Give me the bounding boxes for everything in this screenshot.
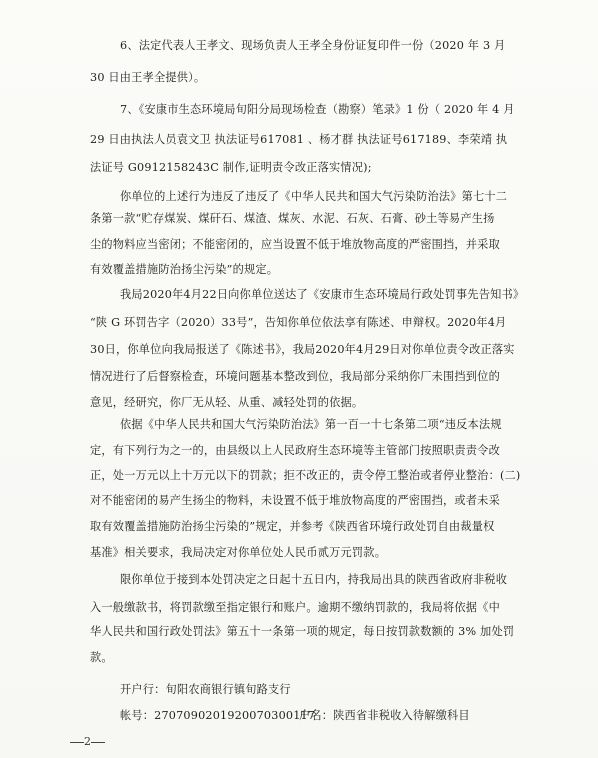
account-holder: 户名：陕西省非税收入待解缴科目 [299,709,470,722]
dash-left [70,742,84,743]
notice-line-3: 30日，你单位向我局报送了《陈述书》，我局2020年4月29日对你单位责令改正落实 [90,343,515,356]
item7-line-1: 7、《安康市生态环境局旬阳分局现场检查（勘察）笔录》1 份（ 2020 年 4 月 [120,103,515,116]
page-number-footer [70,735,105,748]
payment-line-1: 限你单位于接到本处罚决定之日起十五日内，持我局出具的陕西省政府非税收 [120,573,508,586]
violation-line-1: 你单位的上述行为违反了违反了《中华人民共和国大气污染防治法》第七十二 [120,190,508,203]
item6-line-2: 30 日由王孝全提供）。 [90,71,206,84]
page-number: 2 [84,735,91,748]
penalty-line-6: 基准》相关要求，我局决定对你单位处人民币贰万元罚款。 [90,546,387,559]
account-number: 帐号：2707090201920070300117 [120,709,316,722]
payment-line-3: 华人民共和国行政处罚法》第五十一条第一项的规定，每日按罚款数额的 3% 加处罚 [90,625,515,638]
violation-line-3: 尘的物料应当密闭；不能密闭的，应当设置不低于堆放物高度的严密围挡，并采取 [90,238,500,251]
notice-line-4: 情况进行了后督察检查，环境问题基本整改到位，我局部分采纳你厂未围挡到位的 [90,370,500,383]
penalty-line-1: 依据《中华人民共和国大气污染防治法》第一百一十七条第二项“违反本法规 [120,418,502,431]
notice-line-2: “陕 G 环罚告字（2020）33号”，告知你单位依法享有陈述、申辩权。2020年4月 [90,316,507,329]
penalty-line-4: 对不能密闭的易产生扬尘的物料，未设置不低于堆放物高度的严密围挡，或者未采 [90,494,500,507]
item6-line-1: 6、法定代表人王孝文、现场负责人王孝全身份证复印件一份（2020 年 3 月 [120,39,506,52]
penalty-line-5: 取有效覆盖措施防治扬尘污染的”规定，并参考《陕西省环境行政处罚自由裁量权 [90,520,495,533]
penalty-line-3: 正，处一万元以上十万元以下的罚款；拒不改正的，责令停工整治或者停业整治：(二) [90,469,521,482]
violation-line-4: 有效覆盖措施防治扬尘污染”的规定。 [90,263,279,276]
payment-line-2: 入一般缴款书，将罚款缴至指定银行和账户。逾期不缴纳罚款的，我局将依据《中 [90,601,500,614]
notice-line-5: 意见，经研究，你厂无从轻、从重、减轻处罚的依据。 [90,396,364,409]
payment-line-4: 款。 [90,651,113,664]
violation-line-2: 条第一款“贮存煤炭、煤矸石、煤渣、煤灰、水泥、石灰、石膏、砂土等易产生扬 [90,212,495,225]
item7-line-2: 29 日由执法人员袁文卫 执法证号617081 、杨才群 执法证号617189、李荣靖 执 [90,133,508,146]
dash-right [91,742,105,743]
bank-name: 开户行：旬阳农商银行镇旬路支行 [120,683,291,696]
penalty-line-2: 定，有下列行为之一的，由县级以上人民政府生态环境等主管部门按照职责责令改 [90,444,500,457]
item7-line-3: 法证号 G0912158243C 制作,证明责令改正落实情况); [90,161,372,174]
notice-line-1: 我局2020年4月22日向你单位送达了《安康市生态环境局行政处罚事先告知书》 [120,288,525,301]
